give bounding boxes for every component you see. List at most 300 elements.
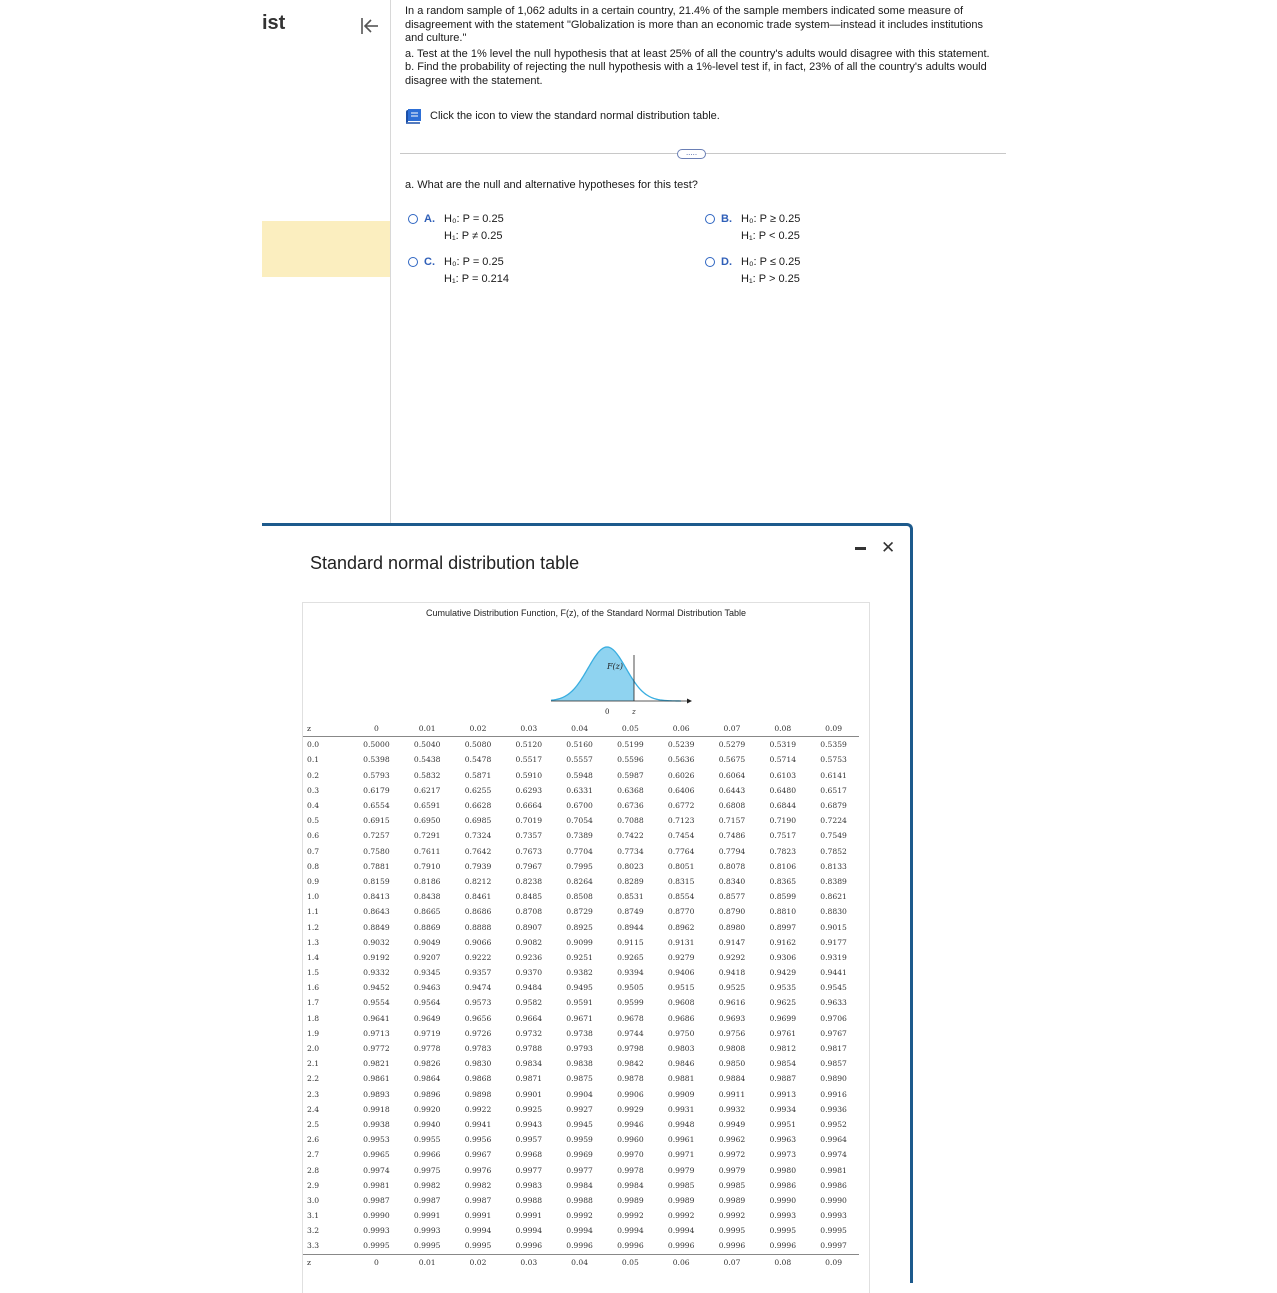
probability-cell: 0.9979 bbox=[718, 1165, 746, 1175]
column-header: 0.07 bbox=[723, 1257, 741, 1267]
question-part-b: b. Find the probability of rejecting the null hypothesis with a 1%-level test if, in fact, 23% of all the country's adults would disagree with the statement. bbox=[405, 61, 987, 87]
probability-cell: 0.8665 bbox=[413, 907, 441, 917]
probability-cell: 0.9979 bbox=[667, 1165, 695, 1175]
probability-cell: 0.9686 bbox=[667, 1013, 695, 1023]
probability-cell: 0.9115 bbox=[617, 937, 644, 947]
probability-cell: 0.9974 bbox=[820, 1150, 847, 1160]
z-value-cell: 0.6 bbox=[307, 831, 320, 841]
book-icon[interactable] bbox=[405, 108, 424, 124]
probability-cell: 0.9357 bbox=[464, 968, 492, 978]
probability-cell: 0.9955 bbox=[413, 1135, 441, 1145]
probability-cell: 0.9953 bbox=[363, 1135, 390, 1145]
probability-cell: 0.6443 bbox=[718, 785, 746, 795]
sidebar-highlight bbox=[262, 221, 390, 277]
probability-cell: 0.9995 bbox=[351, 1238, 402, 1254]
column-header: 0.08 bbox=[757, 721, 808, 737]
probability-cell: 0.5239 bbox=[667, 740, 695, 750]
probability-cell: 0.9875 bbox=[566, 1074, 593, 1084]
probability-cell: 0.8315 bbox=[667, 876, 695, 886]
probability-cell: 0.9996 bbox=[707, 1238, 758, 1254]
probability-cell: 0.7357 bbox=[515, 831, 543, 841]
probability-cell: 0.9995 bbox=[402, 1238, 453, 1254]
probability-cell: 0.9965 bbox=[363, 1150, 390, 1160]
probability-cell: 0.5910 bbox=[515, 770, 543, 780]
column-header: 0 bbox=[351, 721, 402, 737]
probability-cell: 0.9808 bbox=[718, 1044, 746, 1054]
z-value-cell: 1.8 bbox=[307, 1013, 320, 1023]
probability-cell: 0.9345 bbox=[413, 968, 441, 978]
probability-cell: 0.6331 bbox=[566, 785, 593, 795]
table-row bbox=[303, 980, 859, 995]
probability-cell: 0.9515 bbox=[667, 983, 695, 993]
z-header-cell: z bbox=[303, 721, 351, 737]
probability-cell: 0.7517 bbox=[769, 831, 797, 841]
probability-cell: 0.5478 bbox=[464, 755, 492, 765]
probability-cell: 0.8997 bbox=[769, 922, 797, 932]
probability-cell: 0.9678 bbox=[617, 1013, 644, 1023]
probability-cell: 0.9429 bbox=[769, 968, 797, 978]
normal-curve-figure bbox=[531, 623, 701, 719]
probability-cell: 0.9996 bbox=[605, 1238, 656, 1254]
probability-cell: 0.9767 bbox=[820, 1028, 847, 1038]
z-header-cell: z bbox=[307, 1257, 312, 1267]
option-c-h0: H₀: P = 0.25 bbox=[444, 256, 504, 268]
probability-cell: 0.9992 bbox=[718, 1211, 746, 1221]
probability-cell: 0.8389 bbox=[820, 876, 847, 886]
probability-cell: 0.9913 bbox=[769, 1089, 797, 1099]
probability-cell: 0.9977 bbox=[566, 1165, 593, 1175]
probability-cell: 0.9960 bbox=[617, 1135, 644, 1145]
option-a[interactable] bbox=[408, 211, 608, 247]
probability-cell: 0.8621 bbox=[820, 892, 847, 902]
probability-cell: 0.9842 bbox=[617, 1059, 644, 1069]
probability-cell: 0.5279 bbox=[718, 740, 746, 750]
probability-cell: 0.8944 bbox=[617, 922, 644, 932]
probability-cell: 0.9893 bbox=[363, 1089, 390, 1099]
table-row bbox=[303, 798, 859, 813]
probability-cell: 0.9989 bbox=[617, 1195, 644, 1205]
probability-cell: 0.5793 bbox=[363, 770, 390, 780]
popup-title: Standard normal distribution table bbox=[310, 553, 580, 573]
option-b-h0: H₀: P ≥ 0.25 bbox=[741, 213, 801, 225]
probability-cell: 0.7088 bbox=[617, 816, 644, 826]
probability-cell: 0.9943 bbox=[515, 1119, 543, 1129]
probability-cell: 0.8186 bbox=[413, 876, 441, 886]
z-value-cell: 3.2 bbox=[307, 1226, 320, 1236]
probability-cell: 0.8770 bbox=[667, 907, 695, 917]
z-value-cell: 2.3 bbox=[307, 1089, 320, 1099]
probability-cell: 0.9177 bbox=[820, 937, 847, 947]
probability-cell: 0.9993 bbox=[769, 1211, 797, 1221]
probability-cell: 0.9599 bbox=[617, 998, 644, 1008]
probability-cell: 0.9788 bbox=[515, 1044, 543, 1054]
probability-cell: 0.9656 bbox=[464, 1013, 492, 1023]
table-row bbox=[303, 844, 859, 859]
probability-cell: 0.9826 bbox=[413, 1059, 441, 1069]
z-value-cell: 1.1 bbox=[307, 907, 320, 917]
probability-cell: 0.6664 bbox=[515, 801, 543, 811]
probability-cell: 0.9049 bbox=[413, 937, 441, 947]
probability-cell: 0.6591 bbox=[413, 801, 441, 811]
probability-cell: 0.9750 bbox=[667, 1028, 695, 1038]
probability-cell: 0.9918 bbox=[363, 1104, 390, 1114]
z-value-cell: 1.4 bbox=[307, 952, 320, 962]
probability-cell: 0.6480 bbox=[769, 785, 797, 795]
table-row bbox=[303, 1071, 859, 1086]
probability-cell: 0.9793 bbox=[566, 1044, 593, 1054]
probability-cell: 0.9890 bbox=[820, 1074, 847, 1084]
probability-cell: 0.9997 bbox=[808, 1238, 859, 1254]
column-header: 0.09 bbox=[825, 1257, 843, 1267]
probability-cell: 0.6879 bbox=[820, 801, 847, 811]
column-header: 0 bbox=[373, 1257, 379, 1267]
probability-cell: 0.9993 bbox=[363, 1226, 390, 1236]
radio-option-a[interactable] bbox=[408, 214, 418, 224]
probability-cell: 0.9834 bbox=[515, 1059, 543, 1069]
probability-cell: 0.7324 bbox=[464, 831, 492, 841]
probability-cell: 0.9936 bbox=[820, 1104, 847, 1114]
table-row bbox=[303, 874, 859, 889]
table-row bbox=[303, 919, 859, 934]
table-link[interactable] bbox=[405, 108, 720, 124]
probability-cell: 0.9994 bbox=[667, 1226, 695, 1236]
probability-cell: 0.9726 bbox=[464, 1028, 492, 1038]
probability-cell: 0.7823 bbox=[769, 846, 797, 856]
option-d-h1: H₁: P > 0.25 bbox=[741, 273, 800, 285]
probability-cell: 0.9633 bbox=[820, 998, 847, 1008]
probability-cell: 0.6217 bbox=[413, 785, 441, 795]
probability-cell: 0.5948 bbox=[566, 770, 593, 780]
column-header: 0.01 bbox=[418, 1257, 436, 1267]
table-row bbox=[303, 965, 859, 980]
probability-cell: 0.8577 bbox=[718, 892, 746, 902]
probability-cell: 0.9945 bbox=[566, 1119, 593, 1129]
probability-cell: 0.9981 bbox=[363, 1180, 390, 1190]
z-value-cell: 2.2 bbox=[307, 1074, 320, 1084]
option-c[interactable] bbox=[408, 254, 608, 290]
probability-cell: 0.9082 bbox=[515, 937, 543, 947]
probability-cell: 0.5871 bbox=[464, 770, 492, 780]
probability-cell: 0.7910 bbox=[413, 861, 441, 871]
probability-cell: 0.8686 bbox=[464, 907, 492, 917]
probability-cell: 0.9015 bbox=[820, 922, 847, 932]
z-value-cell: 1.9 bbox=[307, 1028, 320, 1038]
probability-cell: 0.9625 bbox=[769, 998, 797, 1008]
probability-cell: 0.9976 bbox=[464, 1165, 492, 1175]
probability-cell: 0.5319 bbox=[769, 740, 797, 750]
column-header: 0.03 bbox=[503, 721, 554, 737]
probability-cell: 0.5080 bbox=[464, 740, 492, 750]
probability-cell: 0.9946 bbox=[617, 1119, 644, 1129]
option-c-h1: H₁: P = 0.214 bbox=[444, 273, 509, 285]
probability-cell: 0.6406 bbox=[667, 785, 695, 795]
z-value-cell: 0.7 bbox=[307, 846, 320, 856]
probability-cell: 0.9932 bbox=[718, 1104, 746, 1114]
probability-cell: 0.9968 bbox=[515, 1150, 543, 1160]
question-intro: In a random sample of 1,062 adults in a certain country, 21.4% of the sample members indicated some measure of disagreement with the statement "Globalization is more than an economic trade system—instead it includes institutions and culture." bbox=[405, 5, 984, 44]
probability-cell: 0.9821 bbox=[363, 1059, 390, 1069]
probability-cell: 0.6554 bbox=[363, 801, 390, 811]
probability-cell: 0.6772 bbox=[667, 801, 695, 811]
probability-cell: 0.9535 bbox=[769, 983, 797, 993]
probability-cell: 0.8289 bbox=[617, 876, 644, 886]
column-header: 0.05 bbox=[621, 1257, 639, 1267]
probability-cell: 0.9884 bbox=[718, 1074, 746, 1084]
probability-cell: 0.9279 bbox=[667, 952, 695, 962]
probability-cell: 0.9554 bbox=[363, 998, 390, 1008]
probability-cell: 0.9948 bbox=[667, 1119, 695, 1129]
probability-cell: 0.9929 bbox=[617, 1104, 644, 1114]
probability-cell: 0.9985 bbox=[667, 1180, 695, 1190]
probability-cell: 0.9573 bbox=[464, 998, 492, 1008]
probability-cell: 0.6808 bbox=[718, 801, 746, 811]
probability-cell: 0.9706 bbox=[820, 1013, 847, 1023]
probability-cell: 0.9484 bbox=[515, 983, 543, 993]
probability-cell: 0.9319 bbox=[820, 952, 847, 962]
probability-cell: 0.9649 bbox=[413, 1013, 441, 1023]
probability-cell: 0.7939 bbox=[464, 861, 492, 871]
probability-cell: 0.8438 bbox=[413, 892, 441, 902]
table-row bbox=[303, 813, 859, 828]
probability-cell: 0.9969 bbox=[566, 1150, 593, 1160]
probability-cell: 0.7257 bbox=[363, 831, 390, 841]
probability-cell: 0.9192 bbox=[363, 952, 390, 962]
probability-cell: 0.8531 bbox=[617, 892, 644, 902]
z-value-cell: 1.2 bbox=[307, 922, 320, 932]
probability-cell: 0.9984 bbox=[566, 1180, 593, 1190]
table-row bbox=[303, 935, 859, 950]
probability-cell: 0.6844 bbox=[769, 801, 797, 811]
probability-cell: 0.6179 bbox=[363, 785, 390, 795]
probability-cell: 0.9995 bbox=[718, 1226, 746, 1236]
probability-cell: 0.9911 bbox=[718, 1089, 746, 1099]
probability-cell: 0.9901 bbox=[515, 1089, 543, 1099]
probability-cell: 0.9761 bbox=[769, 1028, 797, 1038]
table-image bbox=[302, 602, 870, 1293]
probability-cell: 0.9713 bbox=[363, 1028, 390, 1038]
probability-cell: 0.7549 bbox=[820, 831, 847, 841]
probability-cell: 0.6700 bbox=[566, 801, 593, 811]
probability-cell: 0.9463 bbox=[413, 983, 441, 993]
probability-cell: 0.9991 bbox=[515, 1211, 543, 1221]
probability-cell: 0.8340 bbox=[718, 876, 746, 886]
radio-option-b[interactable] bbox=[705, 214, 715, 224]
probability-cell: 0.9992 bbox=[667, 1211, 695, 1221]
z-value-cell: 0.0 bbox=[307, 740, 320, 750]
probability-cell: 0.8365 bbox=[769, 876, 797, 886]
probability-cell: 0.7454 bbox=[667, 831, 695, 841]
option-d[interactable] bbox=[705, 254, 905, 290]
probability-cell: 0.8159 bbox=[363, 876, 390, 886]
probability-cell: 0.6736 bbox=[617, 801, 644, 811]
probability-cell: 0.6141 bbox=[820, 770, 847, 780]
table-row bbox=[303, 737, 859, 753]
probability-cell: 0.8790 bbox=[718, 907, 746, 917]
probability-cell: 0.5557 bbox=[566, 755, 593, 765]
probability-cell: 0.8023 bbox=[617, 861, 644, 871]
probability-cell: 0.9131 bbox=[667, 937, 695, 947]
z-table bbox=[303, 721, 859, 1270]
probability-cell: 0.8907 bbox=[515, 922, 543, 932]
table-row bbox=[303, 1087, 859, 1102]
option-a-h1: H₁: P ≠ 0.25 bbox=[444, 230, 503, 242]
probability-cell: 0.8133 bbox=[820, 861, 847, 871]
column-header: 0.05 bbox=[605, 721, 656, 737]
probability-cell: 0.7881 bbox=[363, 861, 390, 871]
probability-cell: 0.9693 bbox=[718, 1013, 746, 1023]
probability-cell: 0.9147 bbox=[718, 937, 746, 947]
probability-cell: 0.9505 bbox=[617, 983, 644, 993]
table-row bbox=[303, 1238, 859, 1254]
probability-cell: 0.9995 bbox=[769, 1226, 797, 1236]
probability-cell: 0.9994 bbox=[515, 1226, 543, 1236]
table-row bbox=[303, 1056, 859, 1071]
probability-cell: 0.9881 bbox=[667, 1074, 695, 1084]
z-value-cell: 3.0 bbox=[307, 1195, 320, 1205]
curve-z-label: z bbox=[632, 708, 636, 716]
table-link-text[interactable]: Click the icon to view the standard normal distribution table. bbox=[430, 110, 720, 122]
probability-cell: 0.9996 bbox=[757, 1238, 808, 1254]
probability-cell: 0.9994 bbox=[566, 1226, 593, 1236]
table-row bbox=[303, 1208, 859, 1223]
probability-cell: 0.8888 bbox=[464, 922, 492, 932]
table-header-row bbox=[303, 721, 859, 737]
probability-cell: 0.7190 bbox=[769, 816, 797, 826]
probability-cell: 0.9732 bbox=[515, 1028, 543, 1038]
probability-cell: 0.8508 bbox=[566, 892, 593, 902]
probability-cell: 0.9996 bbox=[656, 1238, 707, 1254]
probability-cell: 0.7019 bbox=[515, 816, 543, 826]
probability-cell: 0.9971 bbox=[667, 1150, 695, 1160]
probability-cell: 0.8212 bbox=[464, 876, 492, 886]
probability-cell: 0.9896 bbox=[413, 1089, 441, 1099]
probability-cell: 0.9981 bbox=[820, 1165, 847, 1175]
z-value-cell: 3.1 bbox=[307, 1211, 320, 1221]
column-header: 0.04 bbox=[571, 1257, 589, 1267]
z-value-cell: 0.1 bbox=[307, 755, 320, 765]
probability-cell: 0.9671 bbox=[566, 1013, 593, 1023]
probability-cell: 0.8643 bbox=[363, 907, 390, 917]
curve-shaded-area bbox=[551, 647, 634, 701]
curve-zero-label: 0 bbox=[605, 708, 610, 716]
probability-cell: 0.9699 bbox=[769, 1013, 797, 1023]
probability-cell: 0.9984 bbox=[617, 1180, 644, 1190]
z-value-cell: 2.4 bbox=[307, 1104, 320, 1114]
probability-cell: 0.9846 bbox=[667, 1059, 695, 1069]
probability-cell: 0.8051 bbox=[667, 861, 695, 871]
radio-option-c[interactable] bbox=[408, 257, 418, 267]
probability-cell: 0.9931 bbox=[667, 1104, 695, 1114]
collapse-left-icon[interactable] bbox=[357, 14, 381, 38]
probability-cell: 0.9251 bbox=[566, 952, 593, 962]
probability-cell: 0.9990 bbox=[820, 1195, 847, 1205]
z-value-cell: 1.6 bbox=[307, 983, 320, 993]
sidebar-divider bbox=[390, 0, 391, 523]
column-header: 0.06 bbox=[656, 721, 707, 737]
probability-cell: 0.9983 bbox=[515, 1180, 543, 1190]
probability-cell: 0.7852 bbox=[820, 846, 847, 856]
probability-cell: 0.9162 bbox=[769, 937, 797, 947]
probability-cell: 0.9956 bbox=[464, 1135, 492, 1145]
probability-cell: 0.9265 bbox=[617, 952, 644, 962]
probability-cell: 0.9982 bbox=[413, 1180, 441, 1190]
z-value-cell: 0.4 bbox=[307, 801, 320, 811]
probability-cell: 0.9970 bbox=[617, 1150, 644, 1160]
column-header: 0.01 bbox=[402, 721, 453, 737]
probability-cell: 0.9871 bbox=[515, 1074, 543, 1084]
option-b[interactable] bbox=[705, 211, 905, 247]
probability-cell: 0.9812 bbox=[769, 1044, 797, 1054]
probability-cell: 0.9916 bbox=[820, 1089, 847, 1099]
z-value-cell: 2.1 bbox=[307, 1059, 320, 1069]
probability-cell: 0.9756 bbox=[718, 1028, 746, 1038]
probability-cell: 0.9987 bbox=[464, 1195, 492, 1205]
probability-cell: 0.8413 bbox=[363, 892, 390, 902]
probability-cell: 0.9830 bbox=[464, 1059, 492, 1069]
probability-cell: 0.8962 bbox=[667, 922, 695, 932]
probability-cell: 0.9959 bbox=[566, 1135, 593, 1145]
probability-cell: 0.8810 bbox=[769, 907, 797, 917]
probability-cell: 0.6985 bbox=[464, 816, 492, 826]
probability-cell: 0.9949 bbox=[718, 1119, 746, 1129]
probability-cell: 0.9857 bbox=[820, 1059, 847, 1069]
table-row bbox=[303, 752, 859, 767]
close-icon[interactable]: ✕ bbox=[881, 538, 896, 557]
probability-cell: 0.9887 bbox=[769, 1074, 797, 1084]
probability-cell: 0.7486 bbox=[718, 831, 746, 841]
probability-cell: 0.9988 bbox=[566, 1195, 593, 1205]
column-header: 0.06 bbox=[672, 1257, 690, 1267]
minimize-icon[interactable] bbox=[855, 547, 866, 550]
probability-cell: 0.5753 bbox=[820, 755, 847, 765]
probability-cell: 0.9772 bbox=[363, 1044, 390, 1054]
table-row bbox=[303, 1026, 859, 1041]
probability-cell: 0.8849 bbox=[363, 922, 390, 932]
option-a-h0: H₀: P = 0.25 bbox=[444, 213, 504, 225]
probability-cell: 0.5517 bbox=[515, 755, 543, 765]
table-row bbox=[303, 1178, 859, 1193]
z-value-cell: 0.2 bbox=[307, 770, 320, 780]
probability-cell: 0.7794 bbox=[718, 846, 746, 856]
probability-cell: 0.9961 bbox=[667, 1135, 695, 1145]
probability-cell: 0.9957 bbox=[515, 1135, 543, 1145]
probability-cell: 0.9992 bbox=[566, 1211, 593, 1221]
probability-cell: 0.7995 bbox=[566, 861, 593, 871]
z-value-cell: 1.0 bbox=[307, 892, 320, 902]
probability-cell: 0.9934 bbox=[769, 1104, 797, 1114]
probability-cell: 0.9783 bbox=[464, 1044, 492, 1054]
probability-cell: 0.5438 bbox=[413, 755, 441, 765]
probability-cell: 0.6064 bbox=[718, 770, 746, 780]
table-row bbox=[303, 1011, 859, 1026]
probability-cell: 0.7224 bbox=[820, 816, 847, 826]
probability-cell: 0.9664 bbox=[515, 1013, 543, 1023]
probability-cell: 0.8264 bbox=[566, 876, 593, 886]
probability-cell: 0.9738 bbox=[566, 1028, 593, 1038]
probability-cell: 0.9989 bbox=[667, 1195, 695, 1205]
probability-cell: 0.9495 bbox=[566, 983, 593, 993]
expand-more-button[interactable]: ..... bbox=[677, 149, 706, 159]
probability-cell: 0.8749 bbox=[617, 907, 644, 917]
column-header: 0.02 bbox=[453, 721, 504, 737]
probability-cell: 0.9920 bbox=[413, 1104, 441, 1114]
z-value-cell: 2.8 bbox=[307, 1165, 320, 1175]
table-caption: Cumulative Distribution Function, F(z), of the Standard Normal Distribution Table bbox=[426, 608, 746, 618]
probability-cell: 0.9066 bbox=[464, 937, 492, 947]
probability-cell: 0.5987 bbox=[617, 770, 644, 780]
probability-cell: 0.9973 bbox=[769, 1150, 797, 1160]
radio-option-d[interactable] bbox=[705, 257, 715, 267]
